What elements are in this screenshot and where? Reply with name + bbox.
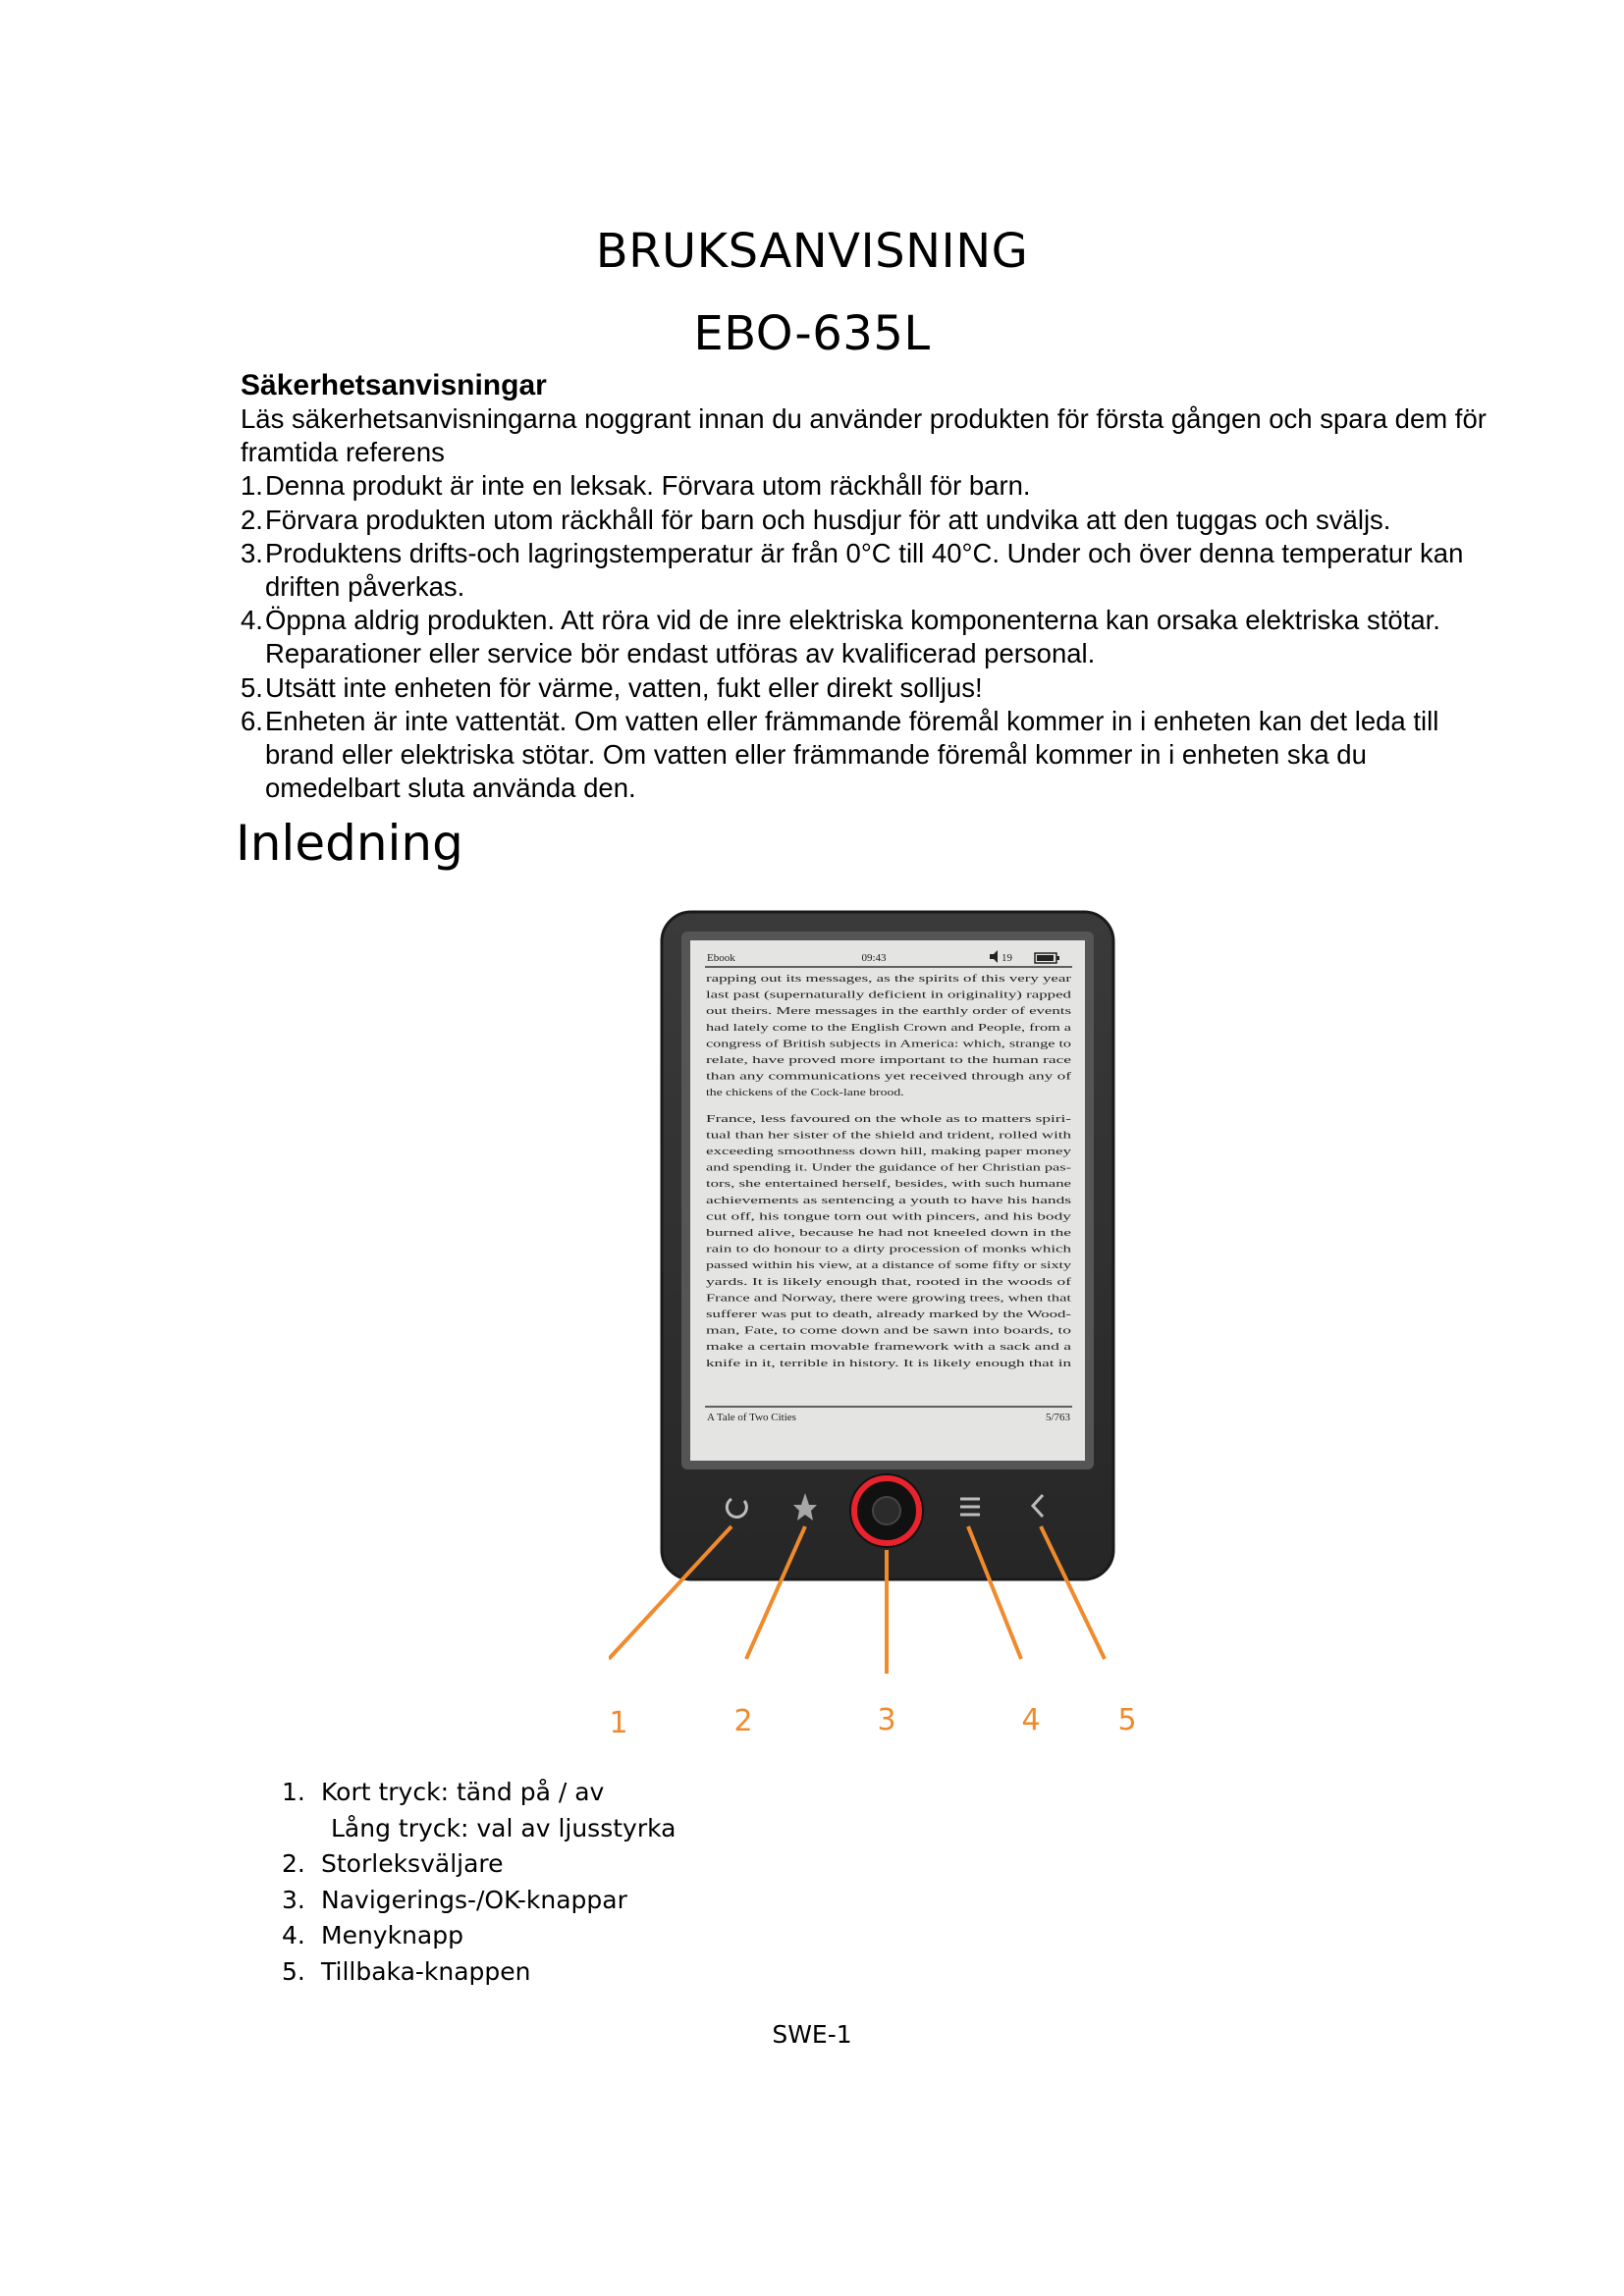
- item-text: Öppna aldrig produkten. Att röra vid de inre elektriska komponenterna kan orsaka elektriska stötar. Reparationer eller service bör endast utföras av kvalificerad personal.: [265, 605, 1440, 669]
- legend-text: Menyknapp: [321, 1921, 463, 1949]
- legend-item: [282, 1775, 676, 1811]
- legend-item: [282, 1918, 676, 1954]
- status-volume-level: 19: [1001, 952, 1012, 964]
- legend-text: Tillbaka-knappen: [321, 1956, 531, 1986]
- status-app-label: Ebook: [707, 952, 735, 964]
- page-text-line: rain to do honour to a dirty procession of monks which: [706, 1244, 1071, 1255]
- page-text-line: knife in it, terrible in history. It is likely enough that in: [706, 1358, 1071, 1369]
- page-text-line: tors, she entertained herself, besides, with such humane: [706, 1179, 1072, 1191]
- legend-number: 2.: [282, 1849, 305, 1878]
- safety-intro: Läs säkerhetsanvisningarna noggrant innan du använder produkten för första gången och spara dem för framtida referens: [241, 403, 1487, 468]
- book-page-text: [706, 974, 1073, 1369]
- page-text-line: France and Norway, there were growing trees, when that: [706, 1293, 1072, 1305]
- book-title-footer: A Tale of Two Cities: [707, 1412, 796, 1423]
- item-number: 3.: [241, 537, 263, 568]
- item-text: Produktens drifts-och lagringstemperatur är från 0°C till 40°C. Under och över denna temperatur kan driften påverkas.: [265, 537, 1464, 603]
- safety-item: [241, 504, 1497, 537]
- safety-list: [241, 469, 1497, 805]
- safety-item: [241, 671, 1497, 705]
- legend-item: [282, 1846, 676, 1883]
- callout-number: 3: [877, 1703, 896, 1737]
- ereader-illustration: [609, 898, 1237, 1742]
- legend-number: 3.: [282, 1885, 305, 1914]
- page-text-line: sufferer was put to death, already marked by the Wood-: [706, 1309, 1072, 1320]
- callout-number: 2: [733, 1704, 753, 1738]
- page-text-line: had lately come to the English Crown and People, from a: [706, 1022, 1072, 1034]
- navigation-ok-button[interactable]: [849, 1473, 924, 1548]
- legend-text: Lång tryck: val av ljusstyrka: [331, 1813, 677, 1842]
- safety-item: [241, 604, 1497, 670]
- legend-number: 1.: [282, 1778, 305, 1806]
- legend-item: [282, 1811, 676, 1847]
- callout-number: 4: [1021, 1703, 1041, 1737]
- item-text: Utsätt inte enheten för värme, vatten, fukt eller direkt solljus!: [265, 671, 983, 703]
- page-text-line: passed within his view, at a distance of some fifty or sixty: [706, 1260, 1073, 1272]
- item-number: 2.: [241, 504, 263, 535]
- page-text-line: yards. It is likely enough that, rooted in the woods of: [706, 1276, 1073, 1288]
- item-number: 6.: [241, 705, 263, 736]
- item-number: 5.: [241, 671, 263, 703]
- page-text-line: exceeding smoothness down hill, making paper money: [706, 1147, 1073, 1157]
- page-counter: 5/763: [1045, 1412, 1070, 1423]
- page-text-line: and spending it. Under the guidance of her Christian pas-: [706, 1162, 1072, 1174]
- page-text-line: out theirs. Mere messages in the earthly order of events: [706, 1006, 1072, 1018]
- item-number: 1.: [241, 470, 263, 502]
- safety-item: [241, 469, 1497, 503]
- item-text: Enheten är inte vattentät. Om vatten eller främmande föremål kommer in i enheten kan det leda till brand eller elektriska stötar. Om vatten eller främmande föremål kommer in i enheten ska du omedelbart sluta använda den.: [265, 705, 1439, 804]
- legend-number: 5.: [282, 1956, 305, 1986]
- page-text-line: last past (supernaturally deficient in originality) rapped: [706, 989, 1071, 1001]
- legend-text: Kort tryck: tänd på / av: [321, 1778, 605, 1806]
- page-text-line: rapping out its messages, as the spirits of this very year: [706, 974, 1072, 985]
- callout-number: 5: [1117, 1703, 1137, 1737]
- page-text-line: tual than her sister of the shield and trident, rolled with: [706, 1130, 1071, 1142]
- legend-text: Navigerings-/OK-knappar: [321, 1885, 627, 1914]
- page-text-line: France, less favoured on the whole as to matters spiri-: [706, 1113, 1073, 1125]
- button-legend: [282, 1775, 676, 1990]
- item-text: Förvara produkten utom räckhåll för barn och husdjur för att undvika att den tuggas och sväljs.: [265, 504, 1391, 535]
- legend-text: Storleksväljare: [321, 1849, 504, 1878]
- page-text-line: than any communications yet received through any of: [706, 1071, 1073, 1083]
- safety-item: [241, 537, 1497, 604]
- page-text-line: cut off, his tongue torn out with pincers, and his body: [706, 1211, 1073, 1223]
- callout-number: 1: [609, 1706, 628, 1740]
- page-text-line: the chickens of the Cock-lane brood.: [706, 1088, 904, 1099]
- document-title: BRUKSANVISNING: [595, 224, 1029, 279]
- legend-item: [282, 1954, 676, 1991]
- page-number: SWE-1: [772, 2020, 852, 2049]
- item-number: 4.: [241, 605, 263, 636]
- safety-item: [241, 705, 1497, 806]
- legend-number: 4.: [282, 1921, 305, 1949]
- page-text-line: man, Fate, to come down and be sawn into boards, to: [706, 1325, 1071, 1337]
- intro-heading: Inledning: [236, 815, 463, 872]
- page-text-line: congress of British subjects in America: which, strange to: [706, 1039, 1071, 1050]
- page-text-line: burned alive, because he had not kneeled down in the: [706, 1228, 1072, 1239]
- page-text-line: make a certain movable framework with a sack and a: [706, 1342, 1072, 1354]
- model-number: EBO-635L: [693, 306, 931, 361]
- safety-section: [241, 369, 1497, 805]
- status-clock: 09:43: [861, 952, 887, 964]
- page-text-line: relate, have proved more important to the human race: [706, 1055, 1072, 1066]
- safety-heading: Säkerhetsanvisningar: [241, 369, 547, 401]
- legend-item: [282, 1883, 676, 1919]
- item-text: Denna produkt är inte en leksak. Förvara utom räckhåll för barn.: [265, 470, 1031, 502]
- page-text-line: achievements as sentencing a youth to have his hands: [706, 1195, 1072, 1206]
